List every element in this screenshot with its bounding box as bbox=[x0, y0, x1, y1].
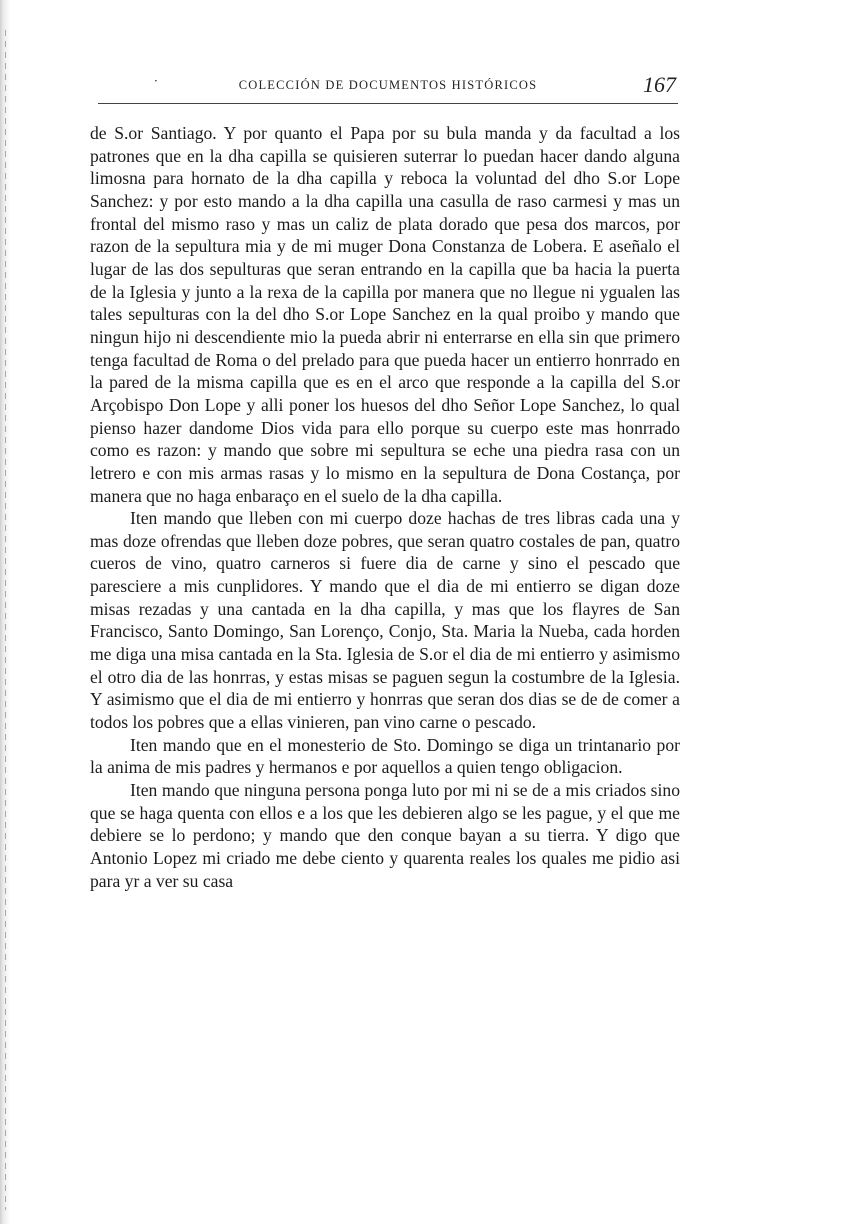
paragraph-mourning: Iten mando que ninguna persona ponga luto por mi ni se de a mis criados sino que se haga quenta con ellos e a los que les debieren algo se les pague, y el que me debiere se lo perdono; y mando que den conque bayan a su tierra. Y digo que Antonio Lopez mi criado me debe ciento y quarenta reales los quales me pidio asi para yr a ver su casa bbox=[90, 780, 680, 891]
body-text bbox=[90, 122, 680, 892]
paragraph-continuation: de S.or Santiago. Y por quanto el Papa por su bula manda y da facultad a los patrones que en la dha capilla se quisieren suterrar lo puedan hacer dando alguna limosna para hornato de la dha capilla y reboca la voluntad del dho S.or Lope Sanchez: y por esto mando a la dha capilla una casulla de raso carmesi y mas un frontal del mismo raso y mas un caliz de plata dorado que pesa dos marcos, por razon de la sepultura mia y de mi muger Dona Constanza de Lobera. E aseñalo el lugar de las dos sepulturas que seran entrando en la capilla que ba hacia la puerta de la Iglesia y junto a la rexa de la capilla por manera que no llegue ni ygualen las tales sepulturas con la del dho S.or Lope Sanchez en la qual proibo y mando que ningun hijo ni descendiente mio la pueda abrir ni enterrarse en ella sin que primero tenga facultad de Roma o del prelado para que pueda hacer un entierro honrrado en la pared de la misma capilla que es en el arco que responde a la capilla del S.or Arçobispo Don Lope y alli poner los huesos del dho Señor Lope Sanchez, lo qual pienso hazer dandome Dios vida para ello porque su cuerpo este mas honrrado como es razon: y mando que sobre mi sepultura se eche una piedra rasa con un letrero e con mis armas rasas y lo mismo en la sepultura de Dona Costança, por manera que no haga enbaraço en el suelo de la dha capilla. bbox=[90, 123, 680, 506]
paragraph-trintanario: Iten mando que en el monesterio de Sto. Domingo se diga un trintanario por la anima de mis padres y hermanos e por aquellos a quien tengo obligacion. bbox=[90, 734, 680, 778]
header-rule bbox=[98, 103, 678, 104]
header-mark: · bbox=[154, 74, 158, 88]
binding-margin-line bbox=[5, 30, 6, 1210]
paragraph-funeral: Iten mando que lleben con mi cuerpo doze hachas de tres libras cada una y mas doze ofrendas que lleben doze pobres, que seran quatro costales de pan, quatro cueros de vino, quatro carneros si fuere dia de carne y sino el pescado que paresciere a mis cunplidores. Y mando que el dia de mi entierro se digan doze misas rezadas y una cantada en la dha capilla, y mas que los flayres de San Francisco, Santo Domingo, San Lorenço, Conjo, Sta. Maria la Nueba, cada horden me diga una misa cantada en la Sta. Iglesia de S.or el dia de mi entierro y asimismo el otro dia de las honrras, y estas misas se paguen segun la costumbre de la Iglesia. Y asimismo que el dia de mi entierro y honrras que seran dos dias se de de comer a todos los pobres que a ellas vinieren, pan vino carne o pescado. bbox=[90, 508, 680, 733]
page-number: 167 bbox=[643, 72, 676, 97]
running-header bbox=[98, 72, 678, 100]
header-title: COLECCIÓN DE DOCUMENTOS HISTÓRICOS bbox=[238, 78, 538, 92]
